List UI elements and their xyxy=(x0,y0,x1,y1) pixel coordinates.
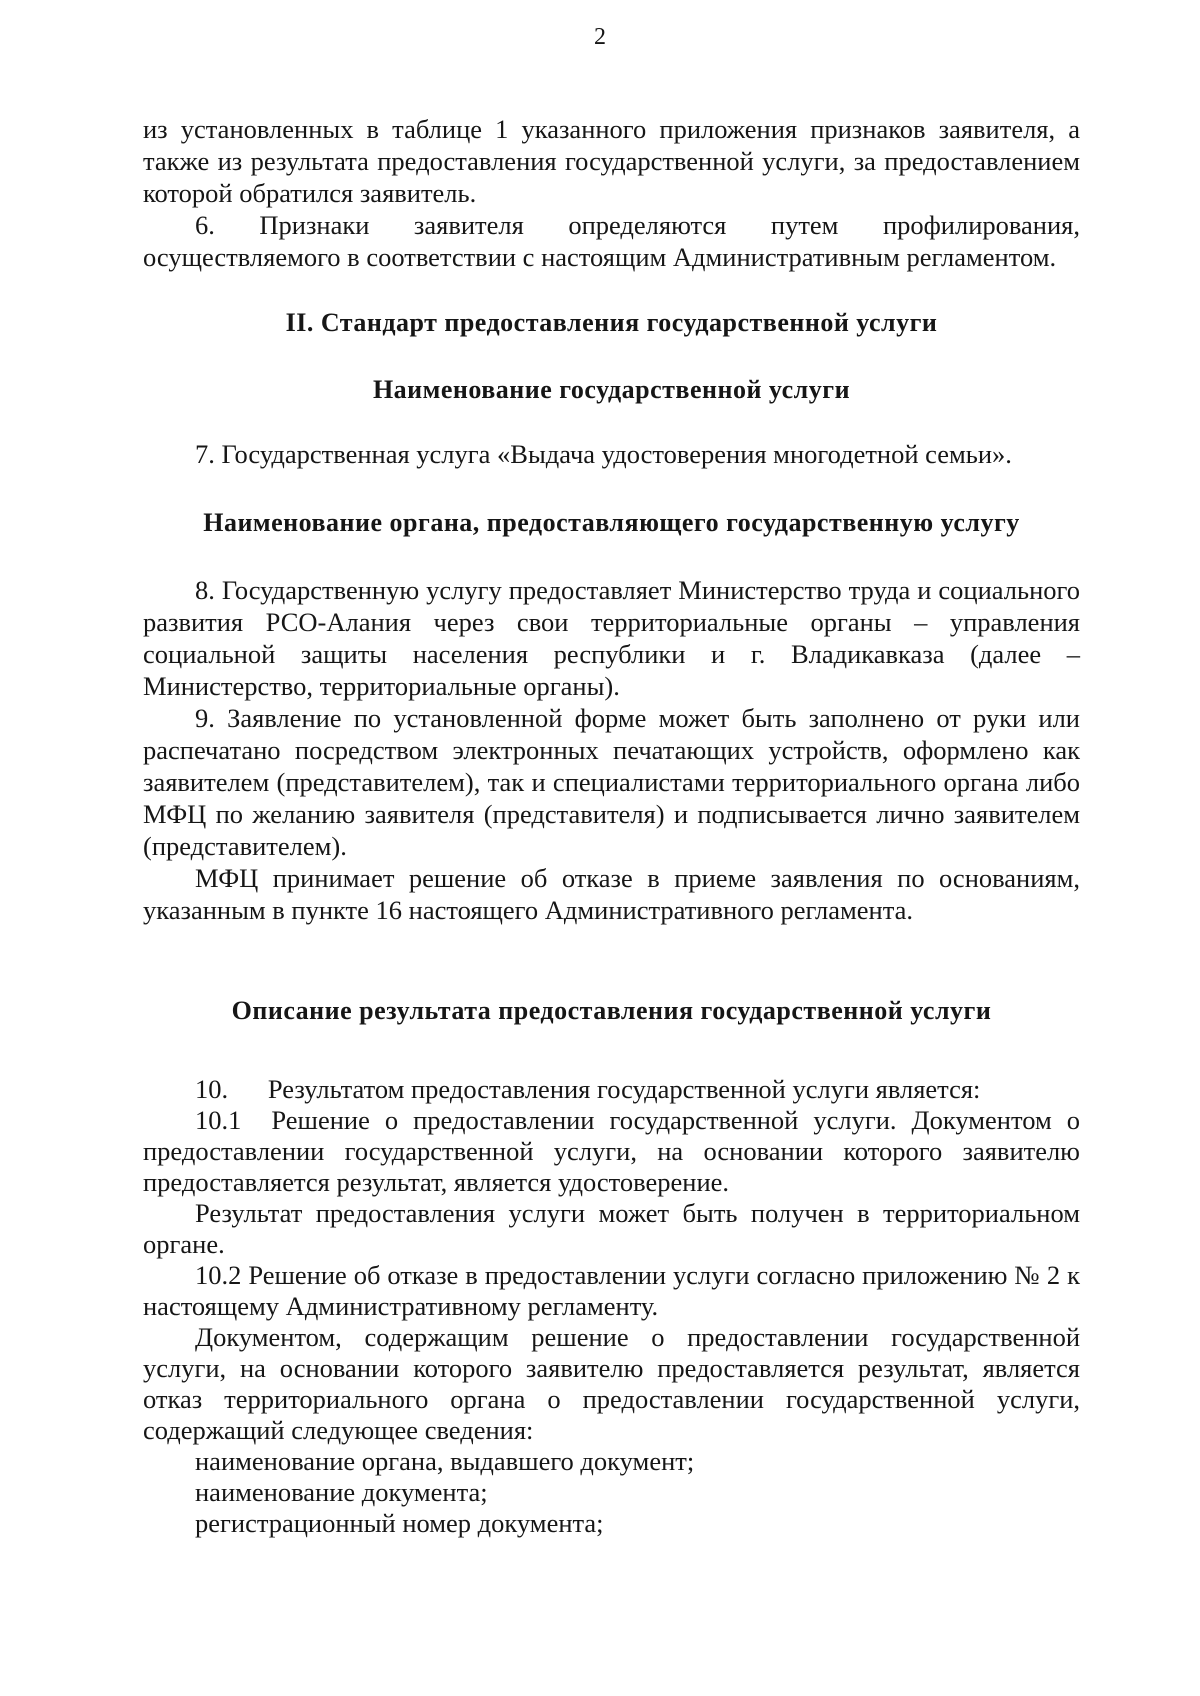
subheading-service-name: Наименование государственной услуги xyxy=(372,375,851,404)
paragraph-10-2-document: Документом, содержащим решение о предоставлении государственной услуги, на основании которого заявителю предоставляется результат, является отказ территориального органа о предоставлении государственной услуги, содержащий следующее сведения: xyxy=(143,1322,1080,1445)
paragraph-6: 6. Признаки заявителя определяются путем профилирования, осуществляемого в соответствии с настоящим Административным регламентом. xyxy=(143,210,1080,272)
paragraph-9-mfc: МФЦ принимает решение об отказе в приеме заявления по основаниям, указанным в пункте 16 настоящего Административного регламента. xyxy=(143,863,1080,925)
paragraph-continuation: из установленных в таблице 1 указанного приложения признаков заявителя, а также из результата предоставления государственной услуги, за предоставлением которой обратился заявитель. xyxy=(143,114,1080,208)
paragraph-7: 7. Государственная услуга «Выдача удостоверения многодетной семьи». xyxy=(195,439,1012,469)
list-item-document-name: наименование документа; xyxy=(195,1477,488,1507)
paragraph-10-2: 10.2 Решение об отказе в предоставлении услуги согласно приложению № 2 к настоящему Административному регламенту. xyxy=(143,1260,1080,1321)
paragraph-10-1-result: Результат предоставления услуги может быть получен в территориальном органе. xyxy=(143,1198,1080,1259)
paragraph-9: 9. Заявление по установленной форме может быть заполнено от руки или распечатано посредством электронных печатающих устройств, оформлено как заявителем (представителем), так и специалистами территориального органа либо МФЦ по желанию заявителя (представителя) и подписывается лично заявителем (представителем). xyxy=(143,703,1080,861)
list-item-organ: наименование органа, выдавшего документ; xyxy=(195,1446,695,1476)
document-body xyxy=(143,113,1087,1539)
section-heading-standard: II. Стандарт предоставления государственной услуги xyxy=(285,308,938,337)
paragraph-10: 10. Результатом предоставления государственной услуги является: xyxy=(195,1074,981,1104)
paragraph-10-1: 10.1 Решение о предоставлении государственной услуги. Документом о предоставлении государственной услуги, на основании которого заявителю предоставляется результат, является удостоверение. xyxy=(143,1105,1087,1197)
subheading-result-description: Описание результата предоставления государственной услуги xyxy=(231,996,992,1025)
paragraph-8: 8. Государственную услугу предоставляет Министерство труда и социального развития РСО-Алания через свои территориальные органы – управления социальной защиты населения республики и г. Владикавказа (далее – Министерство, территориальные органы). xyxy=(143,575,1080,701)
subheading-organ-name: Наименование органа, предоставляющего государственную услугу xyxy=(203,508,1020,537)
page-number: 2 xyxy=(594,24,606,50)
list-item-registration-number: регистрационный номер документа; xyxy=(195,1508,604,1538)
